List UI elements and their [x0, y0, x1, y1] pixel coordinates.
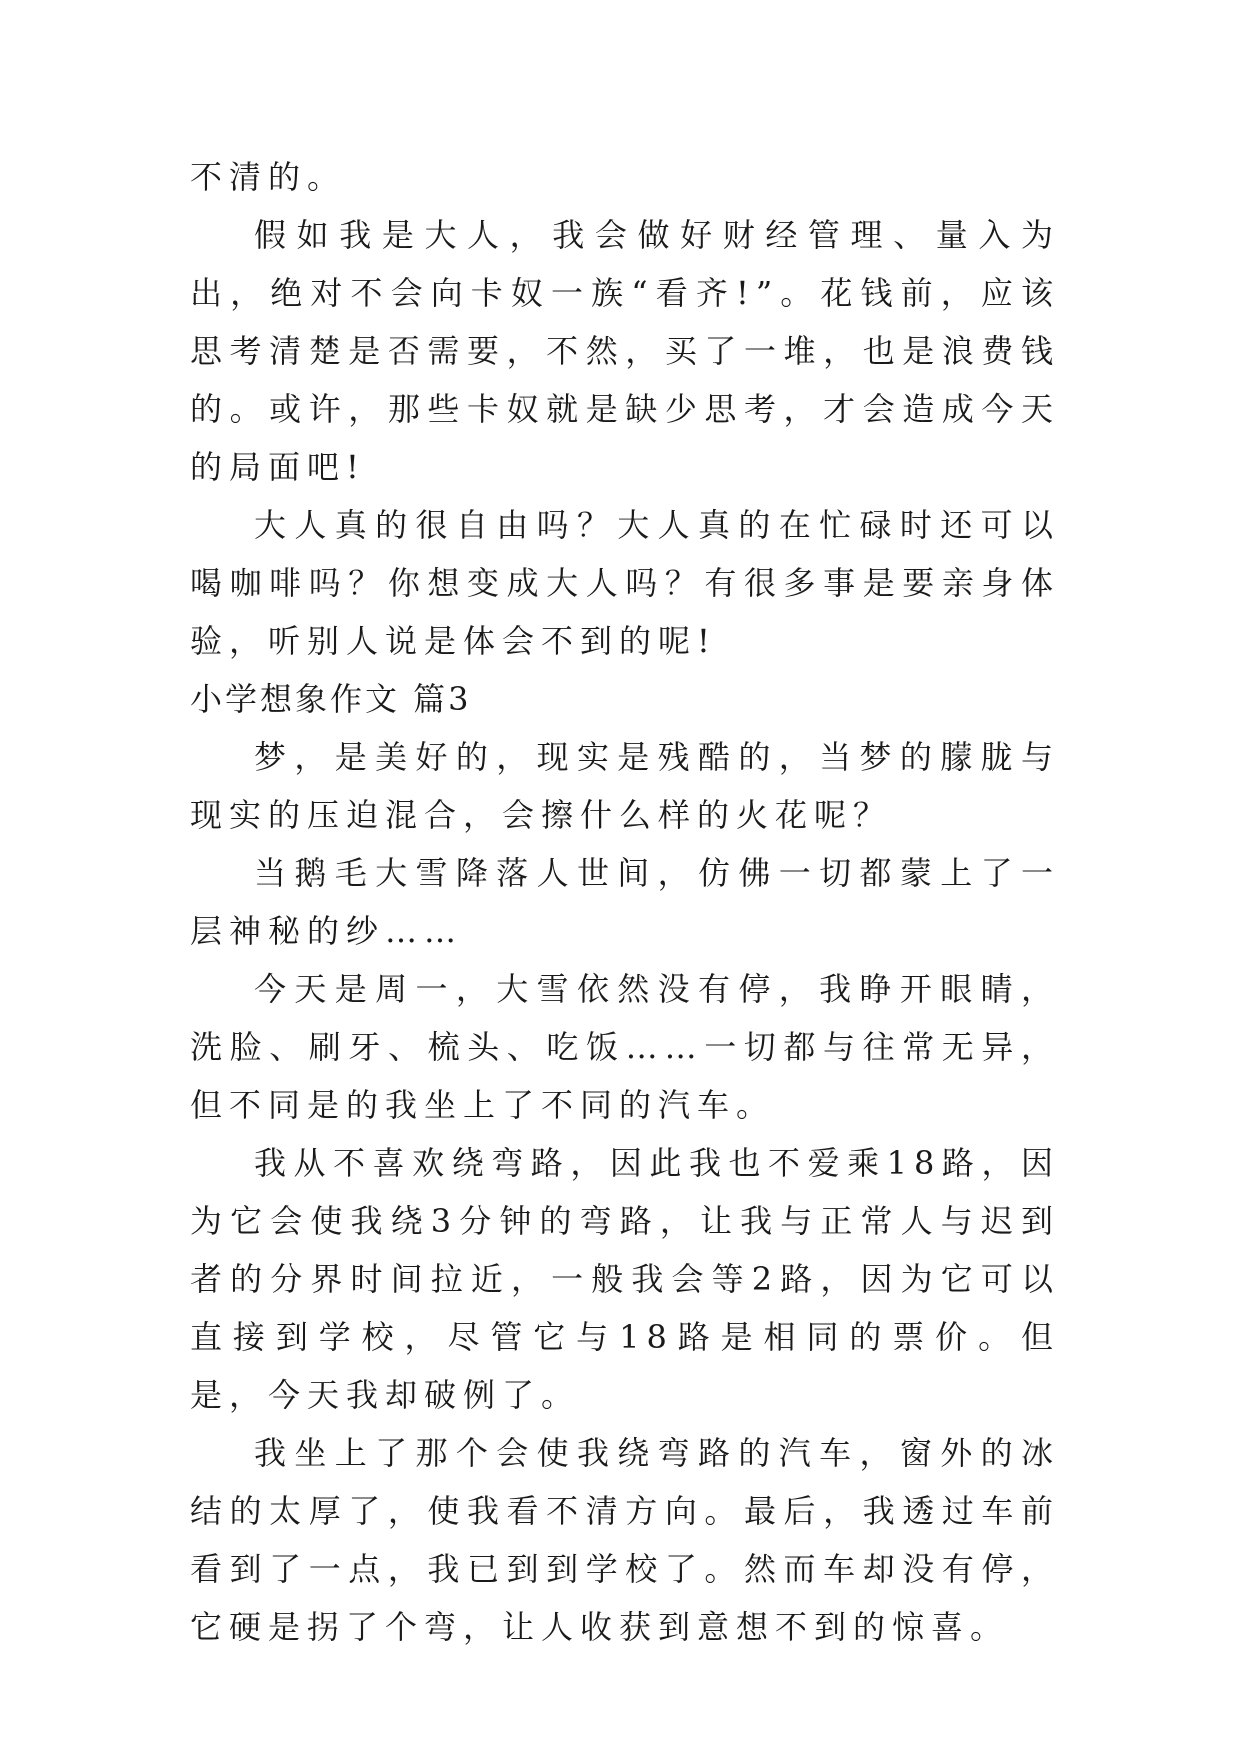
- paragraph-bus-route: 我从不喜欢绕弯路，因此我也不爱乘18路，因为它会使我绕3分钟的弯路，让我与正常人与迟到者的分界时间拉近，一般我会等2路，因为它可以直接到学校，尽管它与18路是相同的票价。但是，今天我却破例了。: [190, 1144, 1060, 1414]
- document-body: [190, 148, 1060, 1656]
- paragraph-continuation: 不清的。: [190, 158, 347, 196]
- section-heading: 小学想象作文 篇3: [190, 680, 472, 718]
- paragraph-monday: 今天是周一，大雪依然没有停，我睁开眼睛，洗脸、刷牙、梳头、吃饭……一切都与往常无异，但不同是的我坐上了不同的汽车。: [190, 970, 1060, 1124]
- paragraph-surprise: 我坐上了那个会使我绕弯路的汽车，窗外的冰结的太厚了，使我看不清方向。最后，我透过车前看到了一点，我已到到学校了。然而车却没有停，它硬是拐了个弯，让人收获到意想不到的惊喜。: [190, 1434, 1060, 1646]
- paragraph-dream-reality: 梦，是美好的，现实是残酷的，当梦的朦胧与现实的压迫混合，会擦什么样的火花呢？: [190, 738, 1060, 834]
- paragraph-adult-freedom: 大人真的很自由吗？大人真的在忙碌时还可以喝咖啡吗？你想变成大人吗？有很多事是要亲身体验，听别人说是体会不到的呢!: [190, 506, 1060, 660]
- paragraph-adult-finance: 假如我是大人，我会做好财经管理、量入为出，绝对不会向卡奴一族“看齐!”。花钱前，应该思考清楚是否需要，不然，买了一堆，也是浪费钱的。或许，那些卡奴就是缺少思考，才会造成今天的局面吧!: [190, 216, 1060, 486]
- paragraph-snowfall: 当鹅毛大雪降落人世间，仿佛一切都蒙上了一层神秘的纱……: [190, 854, 1060, 950]
